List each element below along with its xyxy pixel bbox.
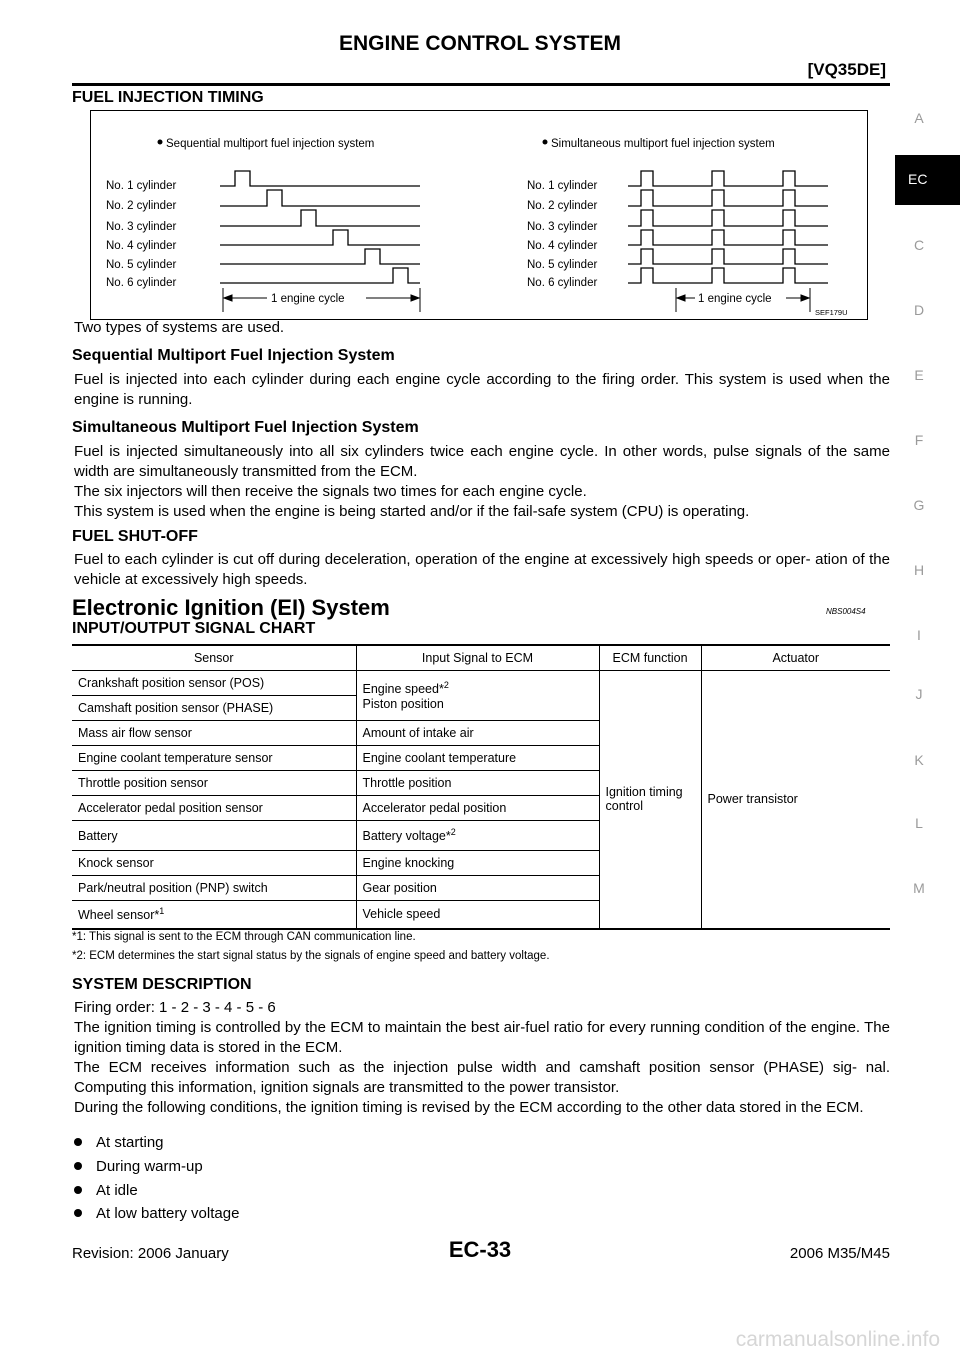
right-cycle-arrow-end bbox=[801, 295, 809, 301]
footnote-mark: 2 bbox=[450, 827, 456, 838]
left-cyl-6: No. 6 cylinder bbox=[106, 277, 177, 289]
watermark: carmanualsonline.info bbox=[735, 1328, 940, 1351]
sensor-cell: Accelerator pedal position sensor bbox=[72, 796, 356, 821]
sequential-line: Fuel is injected into each cylinder during each engine cycle according to the firing order. This system is used when the engine is running. bbox=[74, 371, 890, 408]
signal-cell: Engine coolant temperature bbox=[356, 746, 599, 771]
right-pulse-2 bbox=[628, 190, 828, 206]
signal-cell: Throttle position bbox=[356, 771, 599, 796]
system-description-heading: SYSTEM DESCRIPTION bbox=[72, 976, 252, 993]
signal-cell bbox=[356, 821, 599, 851]
ecm-function-line: control bbox=[605, 799, 644, 814]
left-cycle-arrow-start bbox=[224, 295, 232, 301]
signal-chart-table bbox=[72, 644, 890, 930]
footer-model: 2006 M35/M45 bbox=[789, 1245, 890, 1262]
system-description-line: During the following conditions, the ignition timing is revised by the ECM according to the other data stored in the ECM. bbox=[74, 1099, 864, 1116]
sensor-cell: Battery bbox=[72, 821, 356, 851]
engine-model: [VQ35DE] bbox=[807, 60, 886, 79]
wheel-sensor-label: Wheel sensor* bbox=[78, 908, 160, 923]
right-pulse-5 bbox=[628, 249, 828, 264]
signal-cell bbox=[356, 671, 599, 721]
sensor-cell: Throttle position sensor bbox=[72, 771, 356, 796]
ecm-function-line: Ignition timing bbox=[605, 785, 683, 800]
fuel-shutoff-body bbox=[74, 550, 890, 590]
figure-caption: Two types of systems are used. bbox=[74, 319, 285, 336]
right-pulse-1 bbox=[628, 171, 828, 186]
sensor-cell: Mass air flow sensor bbox=[72, 721, 356, 746]
simultaneous-line: The six injectors will then receive the signals two times for each engine cycle. bbox=[74, 483, 587, 500]
left-cyl-1: No. 1 cylinder bbox=[106, 180, 177, 192]
simultaneous-heading: Simultaneous Multiport Fuel Injection System bbox=[72, 419, 419, 436]
list-item bbox=[74, 1182, 138, 1199]
list-item bbox=[74, 1158, 203, 1175]
side-index-f[interactable]: F bbox=[914, 432, 924, 448]
page-number: EC-33 bbox=[448, 1237, 512, 1262]
system-description-line: The ignition timing is controlled by the ECM to maintain the best air-fuel ratio for every running condition of the engine. The ignition timing data is stored in the ECM. bbox=[74, 1019, 890, 1056]
side-index-j[interactable]: J bbox=[915, 686, 923, 702]
system-description-line: The ECM receives information such as the injection pulse width and camshaft position sensor (PHASE) sig- nal. Computing this information, ignition signals are transmitted to the power transistor. bbox=[74, 1059, 890, 1096]
sequential-body bbox=[74, 370, 890, 410]
fuel-shutoff-line: Fuel to each cylinder is cut off during deceleration, operation of the engine at excessively high speeds or oper- ation of the vehicle at excessively high speeds. bbox=[74, 551, 890, 588]
table-header: Actuator bbox=[701, 645, 890, 671]
sensor-cell: Crankshaft position sensor (POS) bbox=[72, 671, 356, 696]
side-index-k[interactable]: K bbox=[914, 752, 924, 768]
list-item bbox=[74, 1134, 164, 1151]
right-cyl-6: No. 6 cylinder bbox=[527, 277, 598, 289]
side-index-active-label: EC bbox=[908, 171, 928, 187]
left-cyl-5: No. 5 cylinder bbox=[106, 259, 177, 271]
sensor-cell: Knock sensor bbox=[72, 851, 356, 876]
piston-position-label: Piston position bbox=[362, 696, 444, 711]
left-title-text: Sequential multiport fuel injection system bbox=[166, 138, 375, 150]
sensor-cell: Camshaft position sensor (PHASE) bbox=[72, 696, 356, 721]
simultaneous-body bbox=[74, 442, 890, 522]
sequential-heading: Sequential Multiport Fuel Injection System bbox=[72, 347, 395, 364]
right-cyl-3: No. 3 cylinder bbox=[527, 221, 598, 233]
side-index-i[interactable]: I bbox=[917, 627, 921, 643]
signal-cell: Gear position bbox=[356, 876, 599, 901]
right-pulse-3 bbox=[628, 210, 828, 226]
sensor-cell: Engine coolant temperature sensor bbox=[72, 746, 356, 771]
left-pulse-4 bbox=[220, 230, 420, 245]
left-cyl-3: No. 3 cylinder bbox=[106, 221, 177, 233]
side-index-c[interactable]: C bbox=[913, 237, 925, 253]
signal-cell: Accelerator pedal position bbox=[356, 796, 599, 821]
side-index-active-tab[interactable] bbox=[895, 155, 960, 205]
left-pulse-6 bbox=[220, 268, 420, 283]
table-header: ECM function bbox=[599, 645, 701, 671]
footnote-1: *1: This signal is sent to the ECM through CAN communication line. bbox=[72, 931, 416, 943]
right-cycle-label: 1 engine cycle bbox=[698, 293, 772, 305]
table-header-row bbox=[72, 645, 890, 671]
left-cyl-4: No. 4 cylinder bbox=[106, 240, 177, 252]
actuator-cell: Power transistor bbox=[701, 671, 890, 929]
fuel-injection-timing-heading: FUEL INJECTION TIMING bbox=[72, 89, 264, 106]
battery-voltage-label: Battery voltage* bbox=[362, 829, 451, 844]
right-cycle-arrow-start bbox=[677, 295, 685, 301]
side-index-e[interactable]: E bbox=[914, 367, 924, 383]
fuel-shutoff-heading: FUEL SHUT-OFF bbox=[72, 528, 198, 545]
signal-cell: Engine knocking bbox=[356, 851, 599, 876]
list-item-text: At starting bbox=[96, 1134, 164, 1151]
simultaneous-line: Fuel is injected simultaneously into all six cylinders twice each engine cycle. In other words, pulse signals of the same width are simultaneously transmitted from the ECM. bbox=[74, 443, 890, 480]
list-item-text: During warm-up bbox=[96, 1158, 203, 1175]
page-title: ENGINE CONTROL SYSTEM bbox=[339, 32, 621, 55]
bullet-icon bbox=[74, 1186, 82, 1194]
side-index-l[interactable]: L bbox=[915, 815, 923, 831]
right-cyl-5: No. 5 cylinder bbox=[527, 259, 598, 271]
right-cyl-4: No. 4 cylinder bbox=[527, 240, 598, 252]
side-index-h[interactable]: H bbox=[913, 562, 925, 578]
ecm-function-cell bbox=[599, 671, 701, 929]
right-pulse-4 bbox=[628, 230, 828, 245]
left-pulse-3 bbox=[220, 210, 420, 226]
list-item-text: At low battery voltage bbox=[96, 1205, 240, 1222]
footnote-mark: 1 bbox=[159, 906, 165, 917]
left-cycle-label: 1 engine cycle bbox=[271, 293, 345, 305]
signal-chart-heading: INPUT/OUTPUT SIGNAL CHART bbox=[72, 620, 316, 637]
simultaneous-line: This system is used when the engine is being started and/or if the fail-safe system (CPU) is operating. bbox=[74, 503, 750, 520]
system-description-body bbox=[74, 998, 890, 1118]
sensor-cell bbox=[72, 901, 356, 929]
header-rule bbox=[72, 83, 890, 86]
side-index-d[interactable]: D bbox=[913, 302, 925, 318]
left-cycle-arrow-end bbox=[411, 295, 419, 301]
signal-cell: Vehicle speed bbox=[356, 901, 599, 929]
system-description-line: Firing order: 1 - 2 - 3 - 4 - 5 - 6 bbox=[74, 999, 276, 1016]
side-index-g[interactable]: G bbox=[913, 497, 925, 513]
table-row bbox=[72, 671, 890, 696]
right-cyl-2: No. 2 cylinder bbox=[527, 200, 598, 212]
left-pulse-2 bbox=[220, 190, 420, 206]
ei-section-code: NBS004S4 bbox=[826, 607, 866, 616]
bullet-icon bbox=[74, 1209, 82, 1217]
left-title-bullet bbox=[158, 140, 163, 145]
side-index-m[interactable]: M bbox=[913, 880, 925, 896]
figure-code: SEF179U bbox=[815, 308, 848, 317]
left-pulse-1 bbox=[220, 171, 420, 186]
right-cyl-1: No. 1 cylinder bbox=[527, 180, 598, 192]
left-cyl-2: No. 2 cylinder bbox=[106, 200, 177, 212]
bullet-icon bbox=[74, 1138, 82, 1146]
table-header: Sensor bbox=[72, 645, 356, 671]
footnote-2: *2: ECM determines the start signal status by the signals of engine speed and battery voltage. bbox=[72, 950, 550, 962]
table-header: Input Signal to ECM bbox=[356, 645, 599, 671]
list-item-text: At idle bbox=[96, 1182, 138, 1199]
side-index-a[interactable]: A bbox=[914, 110, 924, 126]
sensor-cell: Park/neutral position (PNP) switch bbox=[72, 876, 356, 901]
engine-speed-label: Engine speed* bbox=[362, 682, 444, 697]
ei-section-title: Electronic Ignition (EI) System bbox=[72, 595, 390, 620]
bullet-icon bbox=[74, 1162, 82, 1170]
left-pulse-5 bbox=[220, 249, 420, 264]
footer-revision: Revision: 2006 January bbox=[72, 1245, 229, 1262]
list-item bbox=[74, 1205, 239, 1222]
right-title-text: Simultaneous multiport fuel injection system bbox=[551, 138, 775, 150]
right-pulse-6 bbox=[628, 268, 828, 283]
signal-cell: Amount of intake air bbox=[356, 721, 599, 746]
right-title-bullet bbox=[543, 140, 548, 145]
injection-timing-figure bbox=[90, 110, 868, 320]
footnote-mark: 2 bbox=[443, 680, 449, 691]
